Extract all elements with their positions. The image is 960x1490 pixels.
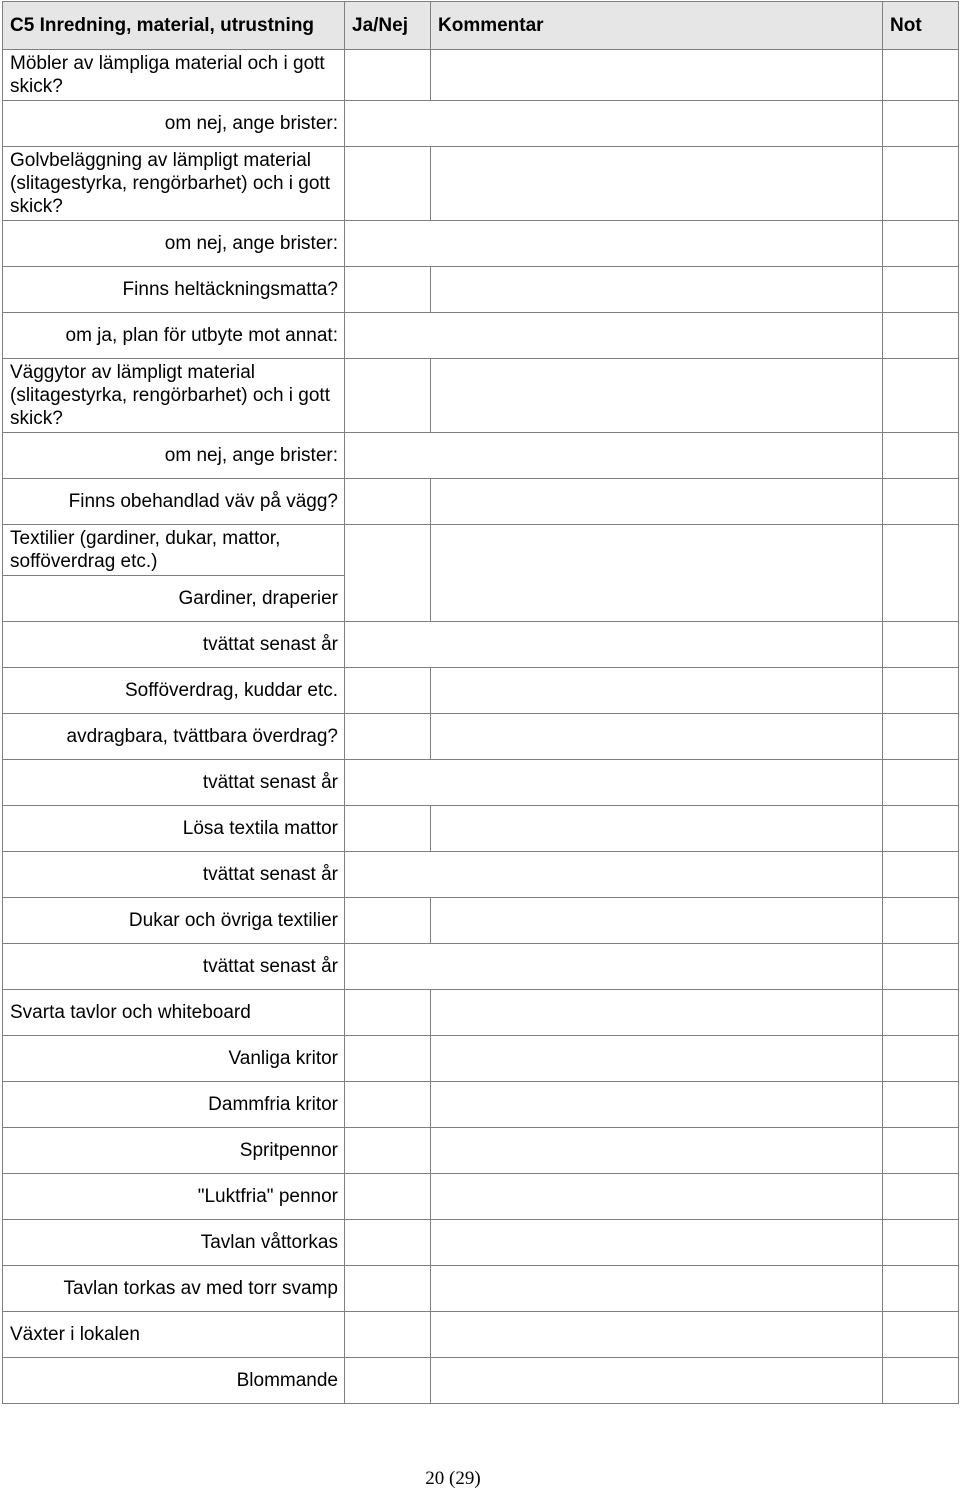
yes-no-cell[interactable] bbox=[345, 1174, 431, 1220]
comment-cell[interactable] bbox=[431, 267, 883, 313]
yes-no-cell[interactable] bbox=[345, 525, 431, 622]
row-label: tvättat senast år bbox=[3, 622, 345, 668]
note-cell[interactable] bbox=[883, 852, 959, 898]
table-row bbox=[3, 714, 959, 760]
row-label: tvättat senast år bbox=[3, 852, 345, 898]
page-number: 20 (29) bbox=[425, 1468, 481, 1489]
comment-cell[interactable] bbox=[431, 359, 883, 433]
answer-cell[interactable] bbox=[345, 622, 883, 668]
note-cell[interactable] bbox=[883, 101, 959, 147]
comment-cell[interactable] bbox=[431, 1174, 883, 1220]
row-label: Möbler av lämpliga material och i gott skick? bbox=[3, 50, 345, 101]
yes-no-cell[interactable] bbox=[345, 990, 431, 1036]
comment-cell[interactable] bbox=[431, 1082, 883, 1128]
note-header: Not bbox=[883, 2, 959, 50]
note-cell[interactable] bbox=[883, 1036, 959, 1082]
yes-no-cell[interactable] bbox=[345, 359, 431, 433]
row-label: Golvbeläggning av lämpligt material (slitagestyrka, rengörbarhet) och i gott skick? bbox=[3, 147, 345, 221]
note-cell[interactable] bbox=[883, 433, 959, 479]
yes-no-cell[interactable] bbox=[345, 668, 431, 714]
note-cell[interactable] bbox=[883, 1266, 959, 1312]
row-label: Tavlan våttorkas bbox=[3, 1220, 345, 1266]
row-label: tvättat senast år bbox=[3, 944, 345, 990]
table-row bbox=[3, 1266, 959, 1312]
yes-no-cell[interactable] bbox=[345, 806, 431, 852]
note-cell[interactable] bbox=[883, 1082, 959, 1128]
row-label: om nej, ange brister: bbox=[3, 221, 345, 267]
row-label: Dukar och övriga textilier bbox=[3, 898, 345, 944]
note-cell[interactable] bbox=[883, 1358, 959, 1404]
note-cell[interactable] bbox=[883, 147, 959, 221]
yes-no-cell[interactable] bbox=[345, 479, 431, 525]
table-row bbox=[3, 50, 959, 101]
inspection-table bbox=[2, 1, 959, 1404]
row-label: Textilier (gardiner, dukar, mattor, sofföverdrag etc.) bbox=[3, 525, 345, 576]
comment-cell[interactable] bbox=[431, 1358, 883, 1404]
answer-cell[interactable] bbox=[345, 101, 883, 147]
comment-cell[interactable] bbox=[431, 990, 883, 1036]
note-cell[interactable] bbox=[883, 221, 959, 267]
table-row bbox=[3, 313, 959, 359]
comment-cell[interactable] bbox=[431, 147, 883, 221]
comment-cell[interactable] bbox=[431, 1220, 883, 1266]
answer-cell[interactable] bbox=[345, 760, 883, 806]
table-row bbox=[3, 990, 959, 1036]
row-label: Växter i lokalen bbox=[3, 1312, 345, 1358]
note-cell[interactable] bbox=[883, 990, 959, 1036]
note-cell[interactable] bbox=[883, 944, 959, 990]
yes-no-cell[interactable] bbox=[345, 1220, 431, 1266]
table-row bbox=[3, 479, 959, 525]
row-label: Finns obehandlad väv på vägg? bbox=[3, 479, 345, 525]
comment-cell[interactable] bbox=[431, 50, 883, 101]
row-label: Dammfria kritor bbox=[3, 1082, 345, 1128]
table-row bbox=[3, 1220, 959, 1266]
note-cell[interactable] bbox=[883, 50, 959, 101]
table-row bbox=[3, 1036, 959, 1082]
answer-cell[interactable] bbox=[345, 433, 883, 479]
yes-no-cell[interactable] bbox=[345, 147, 431, 221]
note-cell[interactable] bbox=[883, 479, 959, 525]
table-row bbox=[3, 1174, 959, 1220]
answer-cell[interactable] bbox=[345, 944, 883, 990]
table-row bbox=[3, 806, 959, 852]
note-cell[interactable] bbox=[883, 668, 959, 714]
table-row bbox=[3, 1082, 959, 1128]
table-row bbox=[3, 525, 959, 576]
answer-cell[interactable] bbox=[345, 852, 883, 898]
comment-cell[interactable] bbox=[431, 1266, 883, 1312]
yes-no-cell[interactable] bbox=[345, 1036, 431, 1082]
row-label: om nej, ange brister: bbox=[3, 433, 345, 479]
table-row bbox=[3, 1358, 959, 1404]
comment-cell[interactable] bbox=[431, 525, 883, 622]
row-label: Gardiner, draperier bbox=[3, 576, 345, 622]
note-cell[interactable] bbox=[883, 313, 959, 359]
table-row bbox=[3, 622, 959, 668]
row-label: Vanliga kritor bbox=[3, 1036, 345, 1082]
table-row bbox=[3, 1312, 959, 1358]
row-label: Tavlan torkas av med torr svamp bbox=[3, 1266, 345, 1312]
note-cell[interactable] bbox=[883, 898, 959, 944]
yes-no-cell[interactable] bbox=[345, 1128, 431, 1174]
table-row bbox=[3, 1128, 959, 1174]
table-row bbox=[3, 101, 959, 147]
yes-no-cell[interactable] bbox=[345, 267, 431, 313]
section-title-header: C5 Inredning, material, utrustning bbox=[3, 2, 345, 50]
comment-cell[interactable] bbox=[431, 898, 883, 944]
comment-cell[interactable] bbox=[431, 1128, 883, 1174]
comment-cell[interactable] bbox=[431, 668, 883, 714]
table-row bbox=[3, 147, 959, 221]
note-cell[interactable] bbox=[883, 1128, 959, 1174]
comment-cell[interactable] bbox=[431, 1312, 883, 1358]
note-cell[interactable] bbox=[883, 267, 959, 313]
row-label: om nej, ange brister: bbox=[3, 101, 345, 147]
note-cell[interactable] bbox=[883, 359, 959, 433]
yes-no-cell[interactable] bbox=[345, 1266, 431, 1312]
note-cell[interactable] bbox=[883, 1174, 959, 1220]
table-row bbox=[3, 944, 959, 990]
row-label: avdragbara, tvättbara överdrag? bbox=[3, 714, 345, 760]
yes-no-cell[interactable] bbox=[345, 50, 431, 101]
row-label: Finns heltäckningsmatta? bbox=[3, 267, 345, 313]
table-row bbox=[3, 898, 959, 944]
table-row bbox=[3, 852, 959, 898]
table-row bbox=[3, 433, 959, 479]
comment-cell[interactable] bbox=[431, 1036, 883, 1082]
yes-no-cell[interactable] bbox=[345, 1312, 431, 1358]
comment-cell[interactable] bbox=[431, 806, 883, 852]
row-label: "Luktfria" pennor bbox=[3, 1174, 345, 1220]
table-row bbox=[3, 359, 959, 433]
comment-header: Kommentar bbox=[431, 2, 883, 50]
yes-no-cell[interactable] bbox=[345, 898, 431, 944]
table-row bbox=[3, 760, 959, 806]
answer-cell[interactable] bbox=[345, 221, 883, 267]
note-cell[interactable] bbox=[883, 1220, 959, 1266]
yes-no-cell[interactable] bbox=[345, 714, 431, 760]
yes-no-cell[interactable] bbox=[345, 1358, 431, 1404]
row-label: tvättat senast år bbox=[3, 760, 345, 806]
table-row bbox=[3, 267, 959, 313]
note-cell[interactable] bbox=[883, 806, 959, 852]
table-row bbox=[3, 668, 959, 714]
row-label: Svarta tavlor och whiteboard bbox=[3, 990, 345, 1036]
row-label: Blommande bbox=[3, 1358, 345, 1404]
row-label: Väggytor av lämpligt material (slitagestyrka, rengörbarhet) och i gott skick? bbox=[3, 359, 345, 433]
row-label: Lösa textila mattor bbox=[3, 806, 345, 852]
row-label: Spritpennor bbox=[3, 1128, 345, 1174]
answer-cell[interactable] bbox=[345, 313, 883, 359]
row-label: om ja, plan för utbyte mot annat: bbox=[3, 313, 345, 359]
note-cell[interactable] bbox=[883, 760, 959, 806]
comment-cell[interactable] bbox=[431, 479, 883, 525]
note-cell[interactable] bbox=[883, 622, 959, 668]
table-header-row bbox=[3, 2, 959, 50]
table-row bbox=[3, 221, 959, 267]
note-cell[interactable] bbox=[883, 1312, 959, 1358]
comment-cell[interactable] bbox=[431, 714, 883, 760]
yes-no-header: Ja/Nej bbox=[345, 2, 431, 50]
yes-no-cell[interactable] bbox=[345, 1082, 431, 1128]
row-label: Sofföverdrag, kuddar etc. bbox=[3, 668, 345, 714]
note-cell[interactable] bbox=[883, 525, 959, 622]
note-cell[interactable] bbox=[883, 714, 959, 760]
